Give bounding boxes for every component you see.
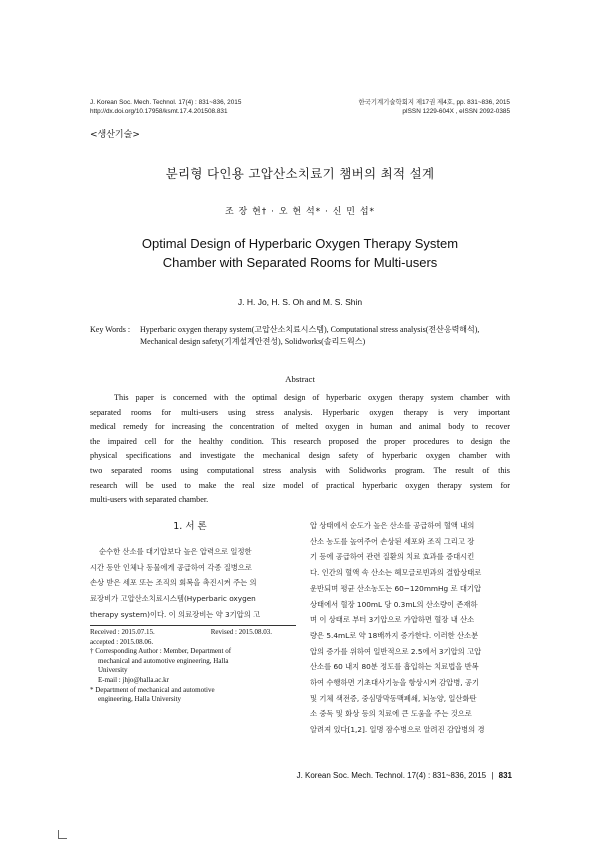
- footnote-affiliation: * Department of mechanical and automotive: [90, 685, 215, 694]
- body-line: 료장비가 고압산소치료시스템(Hyperbaric oxygen: [90, 594, 256, 604]
- authors-korean: 조 장 현† · 오 현 석* · 신 민 섭*: [224, 207, 376, 217]
- title-english-line1: Optimal Design of Hyperbaric Oxygen Therapy System: [141, 236, 459, 251]
- body-line: 산소 농도를 높여주어 손상된 세포와 조직 그리고 장: [310, 536, 475, 546]
- footnote-affiliation: engineering, Halla University: [98, 695, 182, 704]
- body-line: 알려져 있다[1,2]. 일명 잠수병으로 알려진 감압병의 경: [310, 725, 485, 735]
- page-number: 831: [498, 771, 512, 780]
- body-line: 및 기체 색전증, 중심망막동맥폐쇄, 뇌농양, 일산화탄: [310, 693, 477, 703]
- journal-issn-header: [358, 98, 510, 116]
- body-line: 다. 인간의 혈액 속 산소는 헤모글로빈과의 결합상태로: [310, 568, 482, 578]
- abstract-line: the impaired cell for the healthy condition. This research proposed the proper procedures to design the: [90, 436, 510, 446]
- abstract-line: separated rooms for multi-users using stress analysis. Hyperbaric oxygen therapy is very important: [90, 407, 510, 417]
- footnote-rule: [90, 625, 296, 626]
- body-line: 산소를 60 내지 80분 정도를 흡입하는 치료법을 반복: [310, 662, 479, 672]
- body-line: 손상 받은 세포 또는 조직의 회복을 촉진시켜 주는 의: [90, 578, 257, 588]
- body-line: 상태에서 혈장 100mL 당 0.3mL의 산소량이 존재하: [310, 599, 478, 609]
- header-issn: pISSN 1229-604X , eISSN 2092-0385: [402, 108, 510, 115]
- footnotes: [90, 628, 300, 705]
- keywords: [90, 324, 520, 350]
- body-line: therapy system)이다. 이 의료장비는 약 3기압의 고: [90, 609, 261, 619]
- section-tag: <생산기술>: [90, 130, 140, 140]
- section-heading-introduction: 1. 서 론: [173, 521, 207, 532]
- footnote-dates: [90, 628, 300, 638]
- body-line: 압의 증가를 위하여 일반적으로 2.5에서 3기압의 고압: [310, 646, 482, 656]
- received-date: Received : 2015.07.15.: [90, 628, 155, 636]
- body-line: 하여 수행하면 기초대사기능을 항상시켜 감압병, 공기: [310, 678, 479, 688]
- crop-mark: [58, 830, 67, 839]
- body-line: 량은 5.4mL로 약 18배까지 증가한다. 이러한 산소분: [310, 630, 479, 640]
- journal-citation-header: [90, 98, 241, 116]
- title-english: [0, 234, 600, 272]
- title-english-line2: Chamber with Separated Rooms for Multi-users: [162, 255, 438, 270]
- footnote-corresponding: † Corresponding Author : Member, Department of: [90, 647, 232, 656]
- abstract-line: physical specifications and investigate the mechanical design safety of hyperbaric oxygen chamber with: [90, 451, 510, 461]
- header-doi: http://dx.doi.org/10.17958/ksmt.17.4.201508.831: [90, 108, 228, 115]
- footnote-email: E-mail : jhjo@halla.ac.kr: [98, 675, 169, 684]
- keywords-line: Hyperbaric oxygen therapy system(고압산소치료시스템), Computational stress analysis(전산응력해석),: [140, 325, 480, 334]
- abstract-line: multi-users with separated chamber.: [90, 495, 209, 505]
- title-korean: 분리형 다인용 고압산소치료기 챔버의 최적 설계: [165, 166, 435, 181]
- abstract-line: medical remedy for increasing the concentration of melted oxygen in human and animal body to recover: [90, 422, 510, 432]
- abstract-line: two separated rooms using computational stress analysis with Solidworks program. The result of this: [90, 465, 510, 475]
- accepted-date: accepted : 2015.08.06.: [90, 637, 154, 646]
- authors-english: J. H. Jo, H. S. Oh and M. S. Shin: [237, 297, 363, 307]
- body-line: 며 이 상태로 부터 3기압으로 가압하면 혈장 내 산소: [310, 615, 475, 625]
- body-line: 시간 동안 인체나 동물에게 공급하여 각종 질병으로: [90, 562, 252, 572]
- revised-date: Revised : 2015.08.03.: [210, 628, 272, 636]
- abstract-body: [90, 391, 510, 508]
- abstract-heading: Abstract: [285, 374, 315, 384]
- footnote-corresponding: University: [98, 666, 128, 675]
- abstract-line: This paper is concerned with the optimal design of hyperbaric oxygen therapy system chamber with: [114, 393, 510, 402]
- abstract-line: research will be used to make the real size model of practical hyperbaric oxygen therapy system for: [90, 480, 510, 490]
- body-line: 압 상태에서 순도가 높은 산소를 공급하여 혈액 내의: [310, 521, 475, 530]
- footer-separator: |: [491, 771, 494, 780]
- header-citation: J. Korean Soc. Mech. Technol. 17(4) : 831~836, 2015: [90, 99, 242, 106]
- page-footer: [297, 771, 512, 780]
- keywords-label: Key Words :: [90, 325, 131, 334]
- body-line: 소 중독 및 화상 등의 치료에 큰 도움을 주는 것으로: [310, 709, 472, 719]
- intro-right-column: [310, 518, 515, 738]
- keywords-body: [140, 324, 530, 347]
- body-line: 운반되며 평균 산소농도는 60~120mmHg 로 대기압: [310, 583, 481, 593]
- footer-citation: J. Korean Soc. Mech. Technol. 17(4) : 831~836, 2015: [296, 771, 487, 780]
- footnote-corresponding: mechanical and automotive engineering, Halla: [98, 656, 229, 665]
- header-volume: 한국기계기술학회지 제17권 제4호, pp. 831~836, 2015: [358, 99, 510, 106]
- intro-left-column: [90, 544, 295, 623]
- body-line: 기 등에 공급하여 관련 질환의 치료 효과를 증대시킨: [310, 552, 475, 562]
- body-line: 순수한 산소를 대기압보다 높은 압력으로 일정한: [99, 547, 252, 556]
- keywords-line: Mechanical design safety(기계설계안전성), Solidworks(솔리드웍스): [140, 336, 366, 346]
